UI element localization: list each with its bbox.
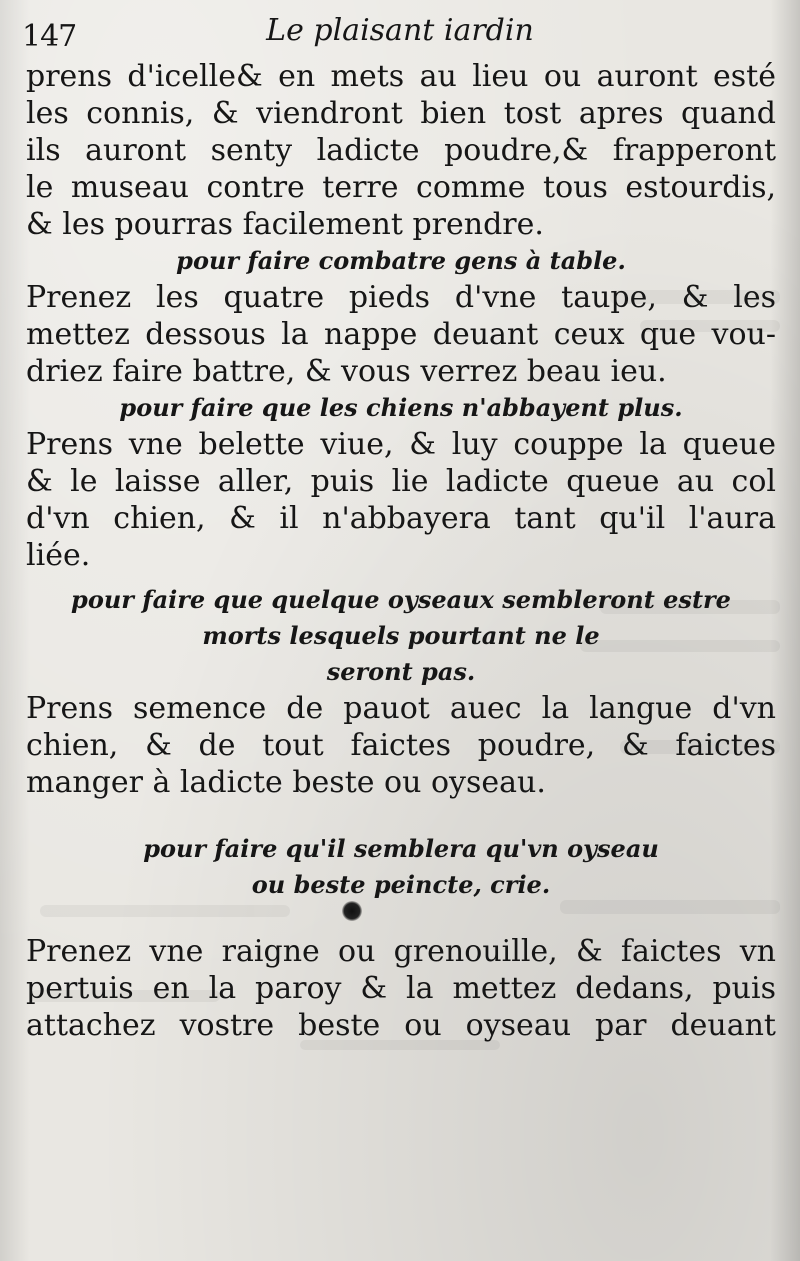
text-line: mettez dessous la nappe deuant ceux que vou-	[26, 317, 776, 352]
section-combat-at-table	[26, 243, 776, 390]
text-line: le museau contre terre comme tous estourdis,	[26, 170, 776, 205]
text-line: attachez vostre beste ou oyseau par deuant	[26, 1008, 776, 1043]
section-birds-seem-dead	[26, 582, 776, 801]
text-line: & le laisse aller, puis lie ladicte queue au col	[26, 464, 776, 499]
text-line: d'vn chien, & il n'abbayera tant qu'il l'aura	[26, 501, 776, 536]
text-line: Prens semence de pauot auec la langue d'vn	[26, 691, 776, 726]
section-heading: ou beste peincte, crie.	[251, 870, 551, 899]
section-heading: morts lesquels pourtant ne le	[202, 621, 600, 650]
text-line: Prenez les quatre pieds d'vne taupe, & les	[26, 280, 776, 315]
page-body	[26, 58, 776, 1044]
section-heading: pour faire que les chiens n'abbayent plus.	[119, 393, 683, 422]
section-dogs-no-bark	[26, 390, 776, 574]
text-line: prens d'icelle& en mets au lieu ou auront esté	[26, 59, 776, 94]
text-line: ils auront senty ladicte poudre,& frapperont	[26, 133, 776, 168]
text-line: pertuis en la paroy & la mettez dedans, puis	[26, 971, 776, 1006]
text-line: driez faire battre, & vous verrez beau ieu.	[26, 354, 667, 389]
section-rabbit-continuation	[26, 58, 776, 243]
section-painted-bird-cries	[26, 831, 776, 1044]
text-line: liée.	[26, 538, 91, 573]
ink-blot	[342, 901, 362, 921]
section-heading: pour faire qu'il semblera qu'vn oyseau	[143, 834, 659, 863]
text-line: chien, & de tout faictes poudre, & faictes	[26, 728, 776, 763]
text-line: manger à ladicte beste ou oyseau.	[26, 765, 546, 800]
text-line: Prens vne belette viue, & luy couppe la queue	[26, 427, 776, 462]
text-line: les connis, & viendront bien tost apres quand	[26, 96, 776, 131]
section-heading: seront pas.	[326, 657, 476, 686]
text-line: Prenez vne raigne ou grenouille, & faictes vn	[26, 934, 776, 969]
section-heading: pour faire combatre gens à table.	[176, 246, 626, 275]
running-title: Le plaisant iardin	[266, 13, 534, 48]
page-header	[22, 8, 778, 58]
section-heading: pour faire que quelque oyseaux sembleront estre	[71, 585, 731, 614]
page-number: 147	[22, 19, 77, 54]
text-line: & les pourras facilement prendre.	[26, 207, 544, 242]
